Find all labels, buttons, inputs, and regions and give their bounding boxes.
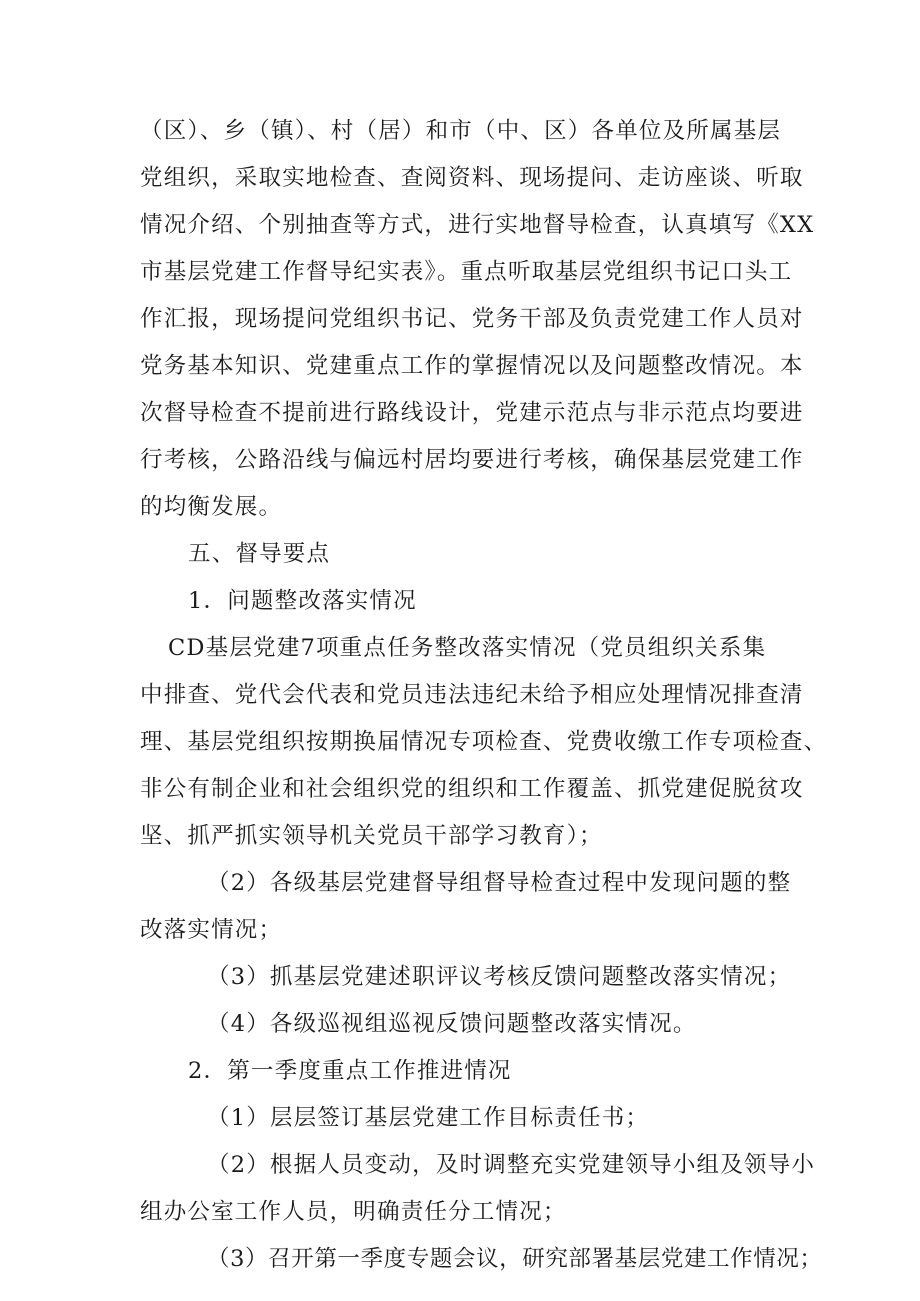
list-item-line: （2）各级基层党建督导组督导检查过程中发现问题的整 bbox=[207, 870, 792, 896]
paragraph-line: 作汇报，现场提问党组织书记、党务干部及负责党建工作人员对 bbox=[140, 306, 804, 332]
list-item-line: 非公有制企业和社会组织党的组织和工作覆盖、抓党建促脱贫攻 bbox=[140, 776, 804, 802]
paragraph-line: 情况介绍、个别抽查等方式，进行实地督导检查，认真填写《XX bbox=[140, 212, 815, 238]
subsection-heading: 2．第一季度重点工作推进情况 bbox=[188, 1058, 512, 1084]
section-heading: 五、督导要点 bbox=[188, 541, 331, 567]
paragraph-line: 党组织，采取实地检查、查阅资料、现场提问、走访座谈、听取 bbox=[140, 165, 804, 191]
list-item-line: CD基层党建7项重点任务整改落实情况（党员组织关系集 bbox=[168, 635, 767, 661]
subsection-heading: 1．问题整改落实情况 bbox=[188, 588, 417, 614]
list-item-line: 坚、抓严抓实领导机关党员干部学习教育）； bbox=[140, 823, 603, 849]
document-body bbox=[140, 108, 828, 1283]
paragraph-line: 行考核，公路沿线与偏远村居均要进行考核，确保基层党建工作 bbox=[140, 447, 804, 473]
list-item-line: （1）层层签订基层党建工作目标责任书； bbox=[207, 1105, 650, 1131]
paragraph-line: （区）、乡（镇）、村（居）和市（中、区）各单位及所属基层 bbox=[140, 118, 782, 144]
list-item-line: 理、基层党组织按期换届情况专项检查、党费收缴工作专项检查、 bbox=[140, 729, 828, 755]
paragraph-line: 的均衡发展。 bbox=[140, 494, 283, 520]
paragraph-line: 次督导检查不提前进行路线设计，党建示范点与非示范点均要进 bbox=[140, 400, 804, 426]
paragraph-line: 党务基本知识、党建重点工作的掌握情况以及问题整改情况。本 bbox=[140, 353, 804, 379]
list-item-line: 组办公室工作人员，明确责任分工情况； bbox=[140, 1199, 567, 1225]
list-item-line: 改落实情况； bbox=[140, 917, 283, 943]
list-item-line: （3）抓基层党建述职评议考核反馈问题整改落实情况； bbox=[207, 964, 792, 990]
list-item-line: （2）根据人员变动，及时调整充实党建领导小组及领导小 bbox=[207, 1152, 816, 1178]
paragraph-line: 市基层党建工作督导纪实表》。重点听取基层党组织书记口头工 bbox=[140, 259, 793, 285]
list-item-line: 中排查、党代会代表和党员违法违纪未给予相应处理情况排查清 bbox=[140, 682, 804, 708]
list-item-line: （4）各级巡视组巡视反馈问题整改落实情况。 bbox=[207, 1011, 697, 1037]
list-item-line: （3）召开第一季度专题会议，研究部署基层党建工作情况； bbox=[207, 1246, 823, 1272]
